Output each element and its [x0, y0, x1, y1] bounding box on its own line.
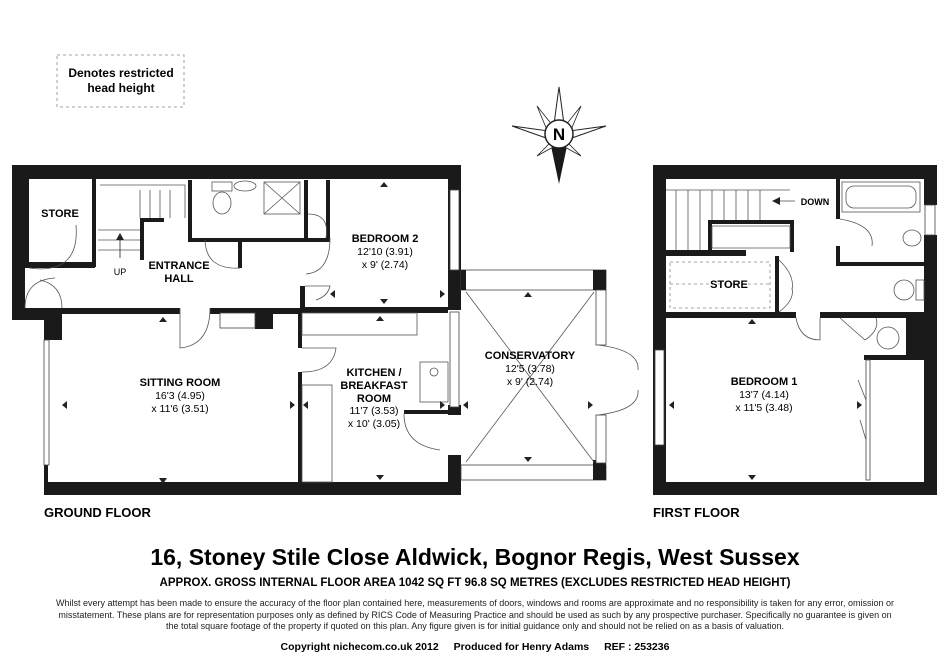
room-bedroom2-dim1: 12'10 (3.91) [357, 246, 413, 258]
stairs-up-label: UP [113, 267, 127, 277]
room-kitchen-dim1: 11'7 (3.53) [349, 405, 399, 417]
property-address: 16, Stoney Stile Close Aldwick, Bognor Regis, West Sussex [150, 544, 800, 570]
room-entrance-hall-label-2: HALL [164, 273, 194, 285]
ground-floor-plan [12, 165, 638, 495]
room-bedroom1-dim2: x 11'5 (3.48) [735, 402, 793, 414]
room-conservatory-dim2: x 9' (2.74) [506, 376, 554, 388]
room-kitchen-label-1: KITCHEN / [346, 367, 402, 379]
room-sitting-room-dim2: x 11'6 (3.51) [151, 403, 209, 415]
room-conservatory-label: CONSERVATORY [484, 350, 576, 362]
produced-for-text: Produced for Henry Adams [453, 641, 590, 653]
reference-text: REF : 253236 [604, 641, 670, 653]
copyright-text: Copyright nichecom.co.uk 2012 [280, 641, 439, 653]
disclaimer-text: Whilst every attempt has been made to ensure the accuracy of the floor plan contained here, measurements of doors, windows and rooms are approximate and no responsibility is taken for any error, omission or misstatement. These plans are for representation purposes only as defined by RICS Code of Measuring Practice and should be used as such by any prospective purchaser. Specifically no guarantee is given on the total square footage of the property if quoted on this plan. Any figure given is for initial guidance only and should not be relied on as a basis of valuation. [56, 598, 894, 631]
room-conservatory-dim1: 12'5 (3.78) [505, 363, 555, 375]
room-kitchen-label-2: BREAKFAST [340, 380, 408, 392]
legend-text-line1: Denotes restricted [68, 66, 174, 80]
first-floor-plan [653, 165, 937, 495]
first-floor-label: FIRST FLOOR [653, 505, 740, 520]
room-bedroom2-dim2: x 9' (2.74) [361, 259, 409, 271]
room-sitting-room-dim1: 16'3 (4.95) [155, 390, 205, 402]
compass-north-label: N [552, 125, 566, 144]
room-sitting-room-label: SITTING ROOM [139, 377, 221, 389]
room-bedroom2-label: BEDROOM 2 [351, 233, 419, 245]
legend-text-line2: head height [87, 81, 155, 95]
ground-floor-label: GROUND FLOOR [44, 505, 151, 520]
room-ff-store-label: STORE [710, 279, 748, 291]
floor-area-summary: APPROX. GROSS INTERNAL FLOOR AREA 1042 SQ FT 96.8 SQ METRES (EXCLUDES RESTRICTED HEAD HEIGHT) [159, 577, 791, 589]
stairs-down-label: DOWN [800, 197, 830, 207]
room-bedroom1-dim1: 13'7 (4.14) [739, 389, 789, 401]
legend [57, 55, 184, 107]
room-kitchen-label-3: ROOM [356, 393, 392, 405]
room-kitchen-dim2: x 10' (3.05) [347, 418, 401, 430]
room-store-label: STORE [41, 208, 79, 220]
room-bedroom1-label: BEDROOM 1 [730, 376, 798, 388]
footer [0, 641, 950, 653]
room-entrance-hall-label-1: ENTRANCE [148, 260, 210, 272]
compass-icon [512, 87, 606, 184]
